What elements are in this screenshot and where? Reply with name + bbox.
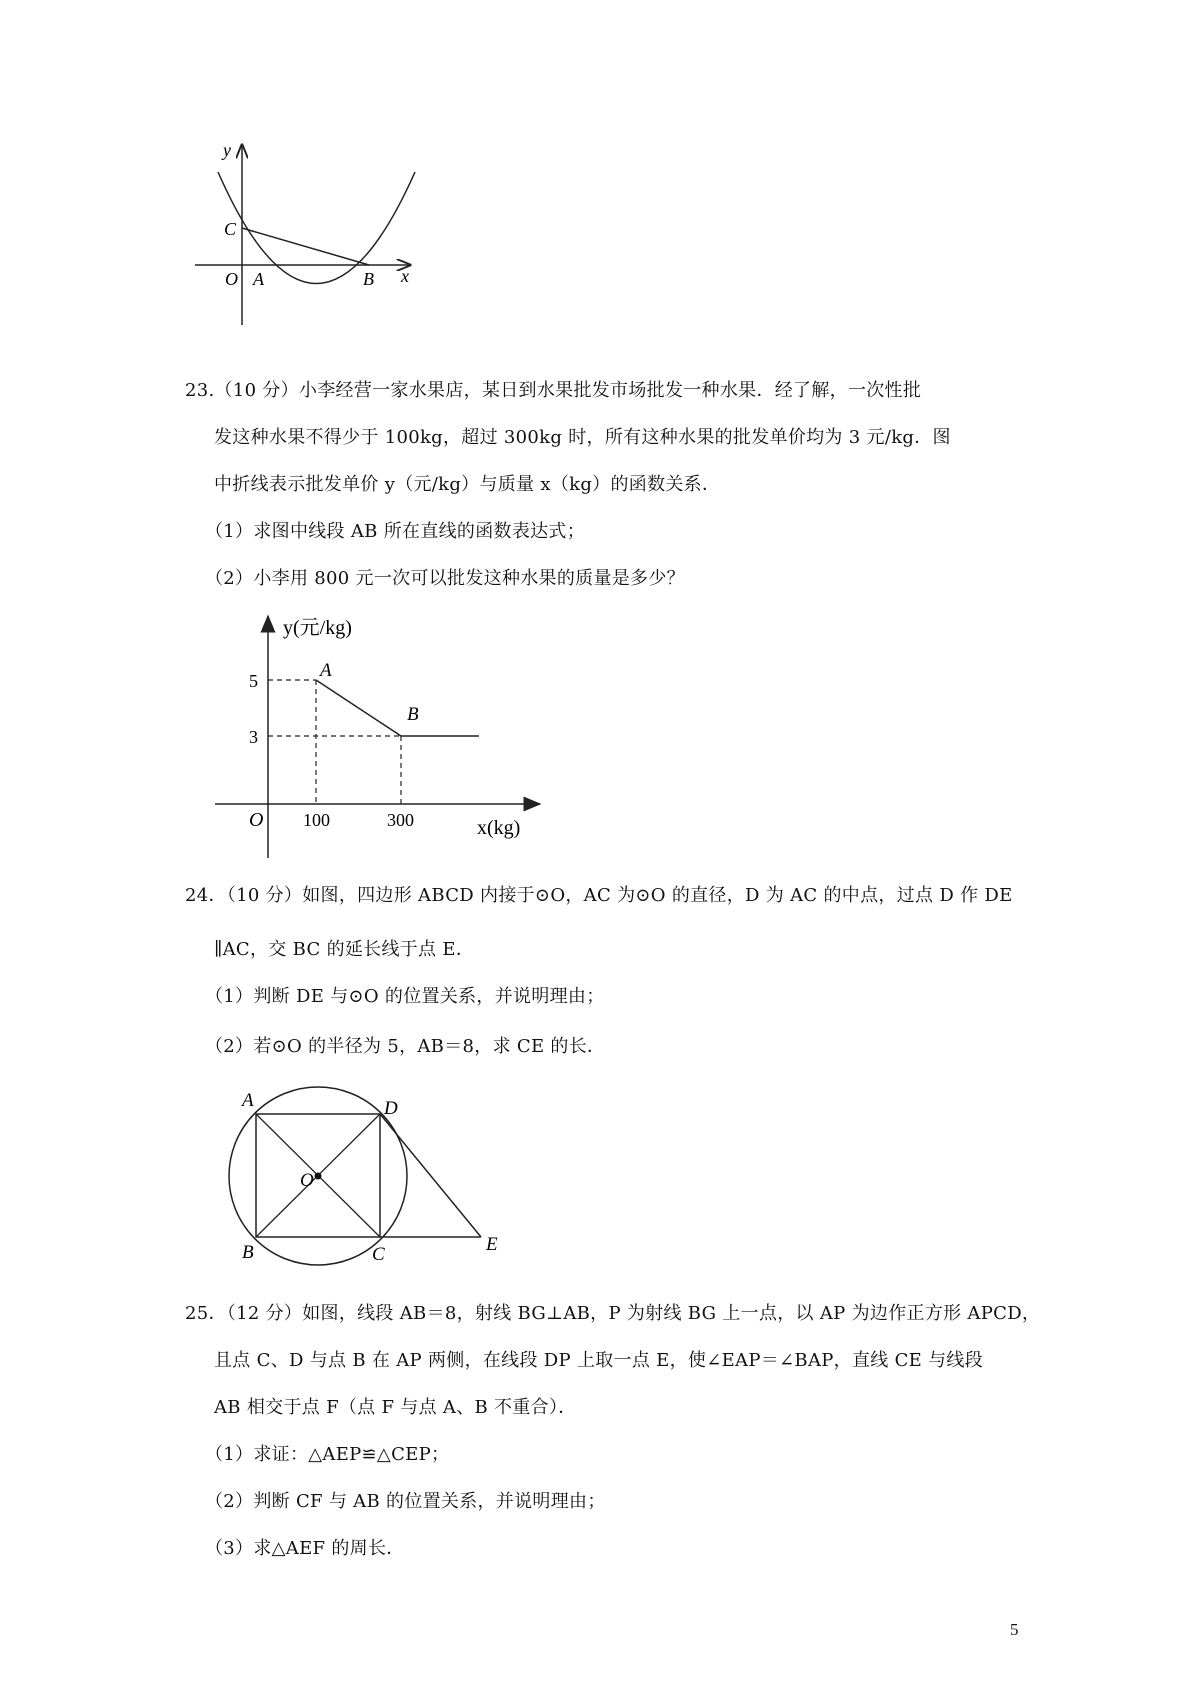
q25-line1: 25．（12 分）如图，线段 AB＝8，射线 BG⊥AB，P 为射线 BG 上一点，以 AP 为边作正方形 APCD， — [185, 1303, 1041, 1324]
q23-line3: 中折线表示批发单价 y（元/kg）与质量 x（kg）的函数关系． — [214, 474, 721, 495]
label-b: B — [242, 1242, 254, 1263]
tick-x100: 100 — [303, 810, 330, 830]
tick-y3: 3 — [249, 727, 258, 747]
label-o: O — [225, 269, 238, 289]
parabola-curve — [218, 172, 415, 284]
label-y: y — [223, 140, 231, 160]
label-x: x(kg) — [477, 817, 521, 839]
q25-sub3: （3）求△AEF 的周长． — [205, 1538, 405, 1559]
label-y: y(元/kg) — [283, 617, 352, 639]
label-d: D — [384, 1098, 398, 1119]
center-dot — [315, 1173, 322, 1180]
q23-sub2: （2）小李用 800 元一次可以批发这种水果的质量是多少？ — [205, 568, 685, 589]
parabola-figure — [195, 140, 435, 330]
q23-sub1: （1）求图中线段 AB 所在直线的函数表达式； — [205, 521, 586, 542]
q25-sub1: （1）求证：△AEP≌△CEP； — [205, 1444, 450, 1465]
label-c: C — [372, 1244, 385, 1265]
q24-line1: 24．（10 分）如图，四边形 ABCD 内接于⊙O，AC 为⊙O 的直径，D 为 AC 的中点，过点 D 作 DE — [185, 885, 1013, 906]
label-b: B — [363, 269, 374, 289]
label-c: C — [224, 219, 237, 239]
label-a: A — [320, 660, 332, 681]
q25-line3: AB 相交于点 F（点 F 与点 A、B 不重合）． — [214, 1397, 577, 1418]
circle-figure — [210, 1070, 510, 1270]
page-number: 5 — [1010, 1620, 1019, 1639]
tick-x300: 300 — [387, 810, 414, 830]
tick-y5: 5 — [249, 671, 258, 691]
label-b: B — [407, 704, 419, 725]
q24-line2: ∥AC，交 BC 的延长线于点 E． — [214, 939, 475, 960]
price-graph-figure — [215, 608, 545, 868]
label-a: A — [253, 269, 264, 289]
q24-sub1: （1）判断 DE 与⊙O 的位置关系，并说明理由； — [205, 986, 605, 1007]
label-e: E — [486, 1234, 498, 1255]
label-x: x — [401, 266, 409, 286]
segment-cb — [242, 228, 369, 265]
label-o: O — [300, 1170, 314, 1191]
q25-sub2: （2）判断 CF 与 AB 的位置关系，并说明理由； — [205, 1491, 606, 1512]
q23-line2: 发这种水果不得少于 100kg，超过 300kg 时，所有这种水果的批发单价均为 3 元/kg．图 — [214, 427, 951, 448]
q25-line2: 且点 C、D 与点 B 在 AP 两侧，在线段 DP 上取一点 E，使∠EAP＝∠BAP，直线 CE 与线段 — [214, 1350, 984, 1371]
label-o: O — [249, 809, 264, 831]
label-a: A — [242, 1090, 254, 1111]
q23-line1: 23.（10 分）小李经营一家水果店，某日到水果批发市场批发一种水果．经了解，一次性批 — [185, 380, 922, 401]
q24-sub2: （2）若⊙O 的半径为 5，AB＝8，求 CE 的长． — [205, 1036, 606, 1057]
segment-ab — [316, 680, 401, 736]
segment-de — [380, 1114, 481, 1237]
